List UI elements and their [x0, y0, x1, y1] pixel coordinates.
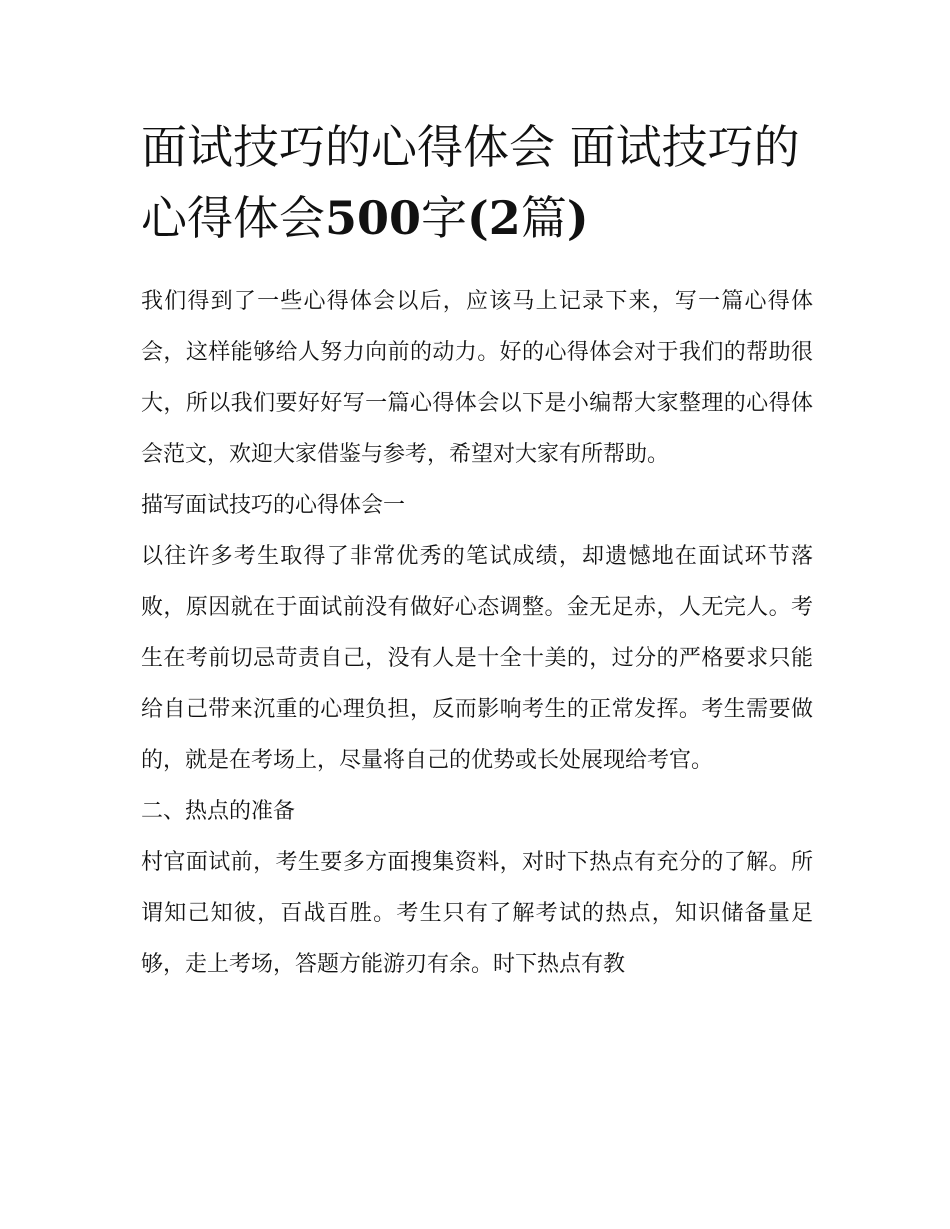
section-heading-one: 描写面试技巧的心得体会一	[141, 493, 406, 518]
document-title: 面试技巧的心得体会 面试技巧的心得体会500字(2篇)	[141, 120, 800, 245]
section-heading-hotspots: 二、热点的准备	[141, 799, 296, 824]
body-paragraph-mindset: 以往许多考生取得了非常优秀的笔试成绩，却遗憾地在面试环节落败，原因就在于面试前没有做好心态调整。金无足赤，人无完人。考生在考前切忌苛责自己，没有人是十全十美的，过分的严格要求只能给自己带来沉重的心理负担，反而影响考生的正常发挥。考生需要做的，就是在考场上，尽量将自己的优势或长处展现给考官。	[141, 544, 813, 773]
intro-paragraph: 我们得到了一些心得体会以后，应该马上记录下来，写一篇心得体会，这样能够给人努力向前的动力。好的心得体会对于我们的帮助很大，所以我们要好好写一篇心得体会以下是小编帮大家整理的心得体会范文，欢迎大家借鉴与参考，希望对大家有所帮助。	[141, 289, 813, 467]
body-paragraph-hotspots: 村官面试前，考生要多方面搜集资料，对时下热点有充分的了解。所谓知己知彼，百战百胜。考生只有了解考试的热点，知识储备量足够，走上考场，答题方能游刃有余。时下热点有教	[141, 850, 813, 977]
document-body	[141, 112, 813, 990]
